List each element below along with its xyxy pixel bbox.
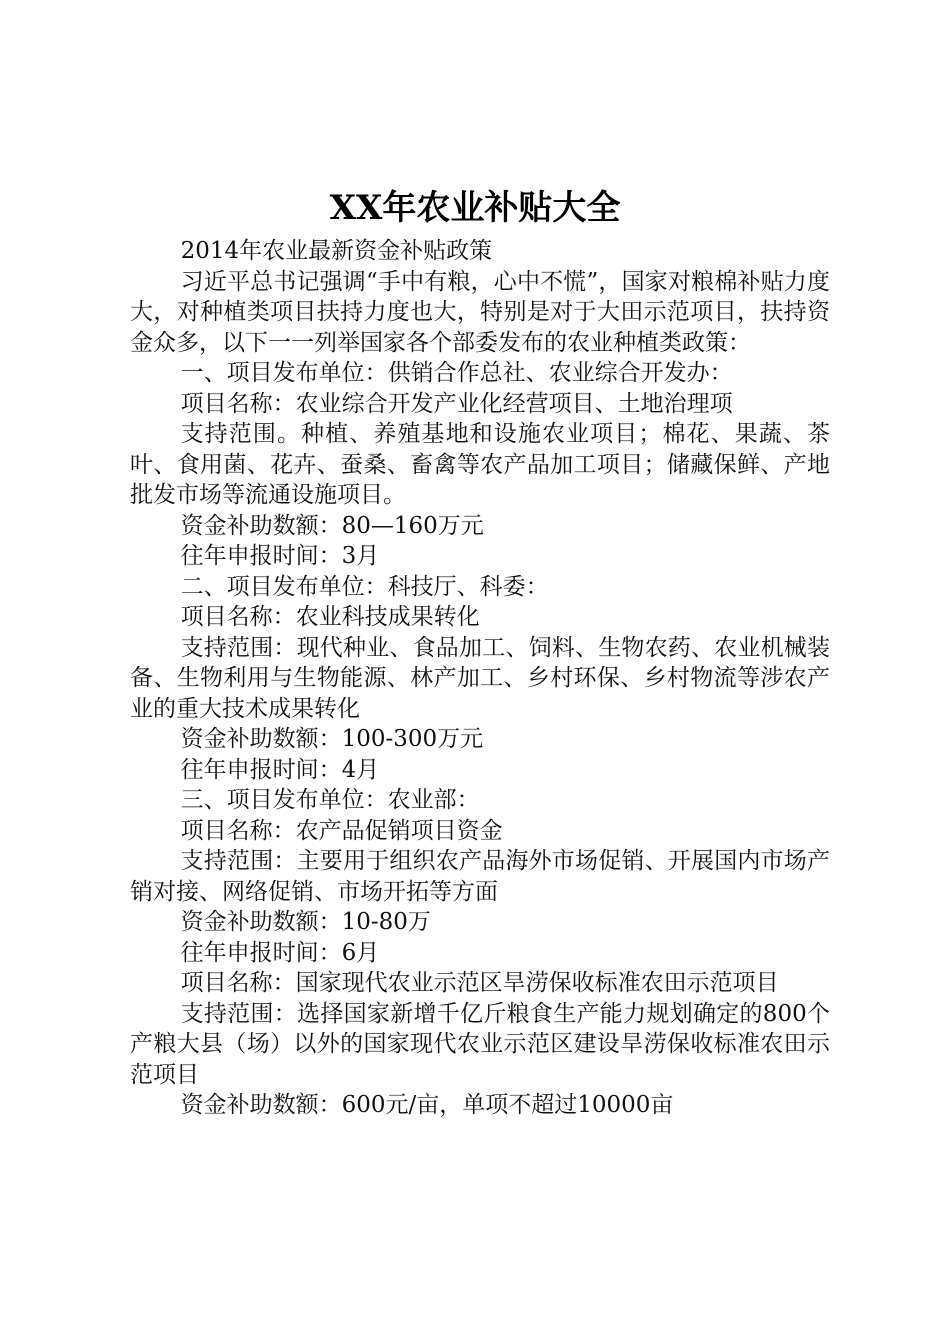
section-4-scope: 支持范围：选择国家新增千亿斤粮食生产能力规划确定的800个产粮大县（场）以外的国家现代农业示范区建设旱涝保收标准农田示范项目 [130, 1000, 830, 1088]
section-2-funding: 资金补助数额：100-300万元 [180, 726, 484, 752]
document-body [130, 236, 830, 1121]
section-4-project-name: 项目名称：国家现代农业示范区旱涝保收标准农田示范项目 [180, 970, 779, 996]
document-title: XX年农业补贴大全 [329, 188, 621, 228]
section-1-apply-time: 往年申报时间：3月 [180, 543, 380, 569]
section-2-heading: 二、项目发布单位：科技厅、科委： [180, 573, 549, 600]
section-2-scope: 支持范围：现代种业、食品加工、饲料、生物农药、农业机械装备、生物利用与生物能源、林产加工、乡村环保、乡村物流等涉农产业的重大技术成果转化 [130, 634, 830, 722]
section-3-funding: 资金补助数额：10-80万 [180, 909, 431, 935]
section-2-project-name: 项目名称：农业科技成果转化 [180, 604, 480, 630]
section-2-apply-time: 往年申报时间：4月 [180, 756, 380, 783]
paragraph-intro: 习近平总书记强调“手中有粮，心中不慌”，国家对粮棉补贴力度大，对种植类项目扶持力度也大，特别是对于大田示范项目，扶持资金众多，以下一一列举国家各个部委发布的农业种植类政策： [130, 268, 830, 356]
section-3-heading: 三、项目发布单位：农业部： [180, 787, 480, 813]
section-1-heading: 一、项目发布单位：供销合作总社、农业综合开发办： [180, 360, 733, 386]
section-1-scope: 支持范围。种植、养殖基地和设施农业项目；棉花、果蔬、茶叶、食用菌、花卉、蚕桑、畜禽等农产品加工项目；储藏保鲜、产地批发市场等流通设施项目。 [130, 421, 830, 508]
section-3-project-name: 项目名称：农产品促销项目资金 [180, 817, 503, 844]
section-4-funding: 资金补助数额：600元/亩，单项不超过10000亩 [180, 1092, 674, 1118]
section-1-funding: 资金补助数额：80—160万元 [180, 512, 484, 539]
section-1-project-name: 项目名称：农业综合开发产业化经营项目、土地治理项 [180, 390, 733, 417]
paragraph-subtitle: 2014年农业最新资金补贴政策 [180, 238, 493, 264]
section-3-scope: 支持范围：主要用于组织农产品海外市场促销、开展国内市场产销对接、网络促销、市场开拓等方面 [130, 848, 830, 905]
section-3-apply-time: 往年申报时间：6月 [180, 939, 380, 966]
